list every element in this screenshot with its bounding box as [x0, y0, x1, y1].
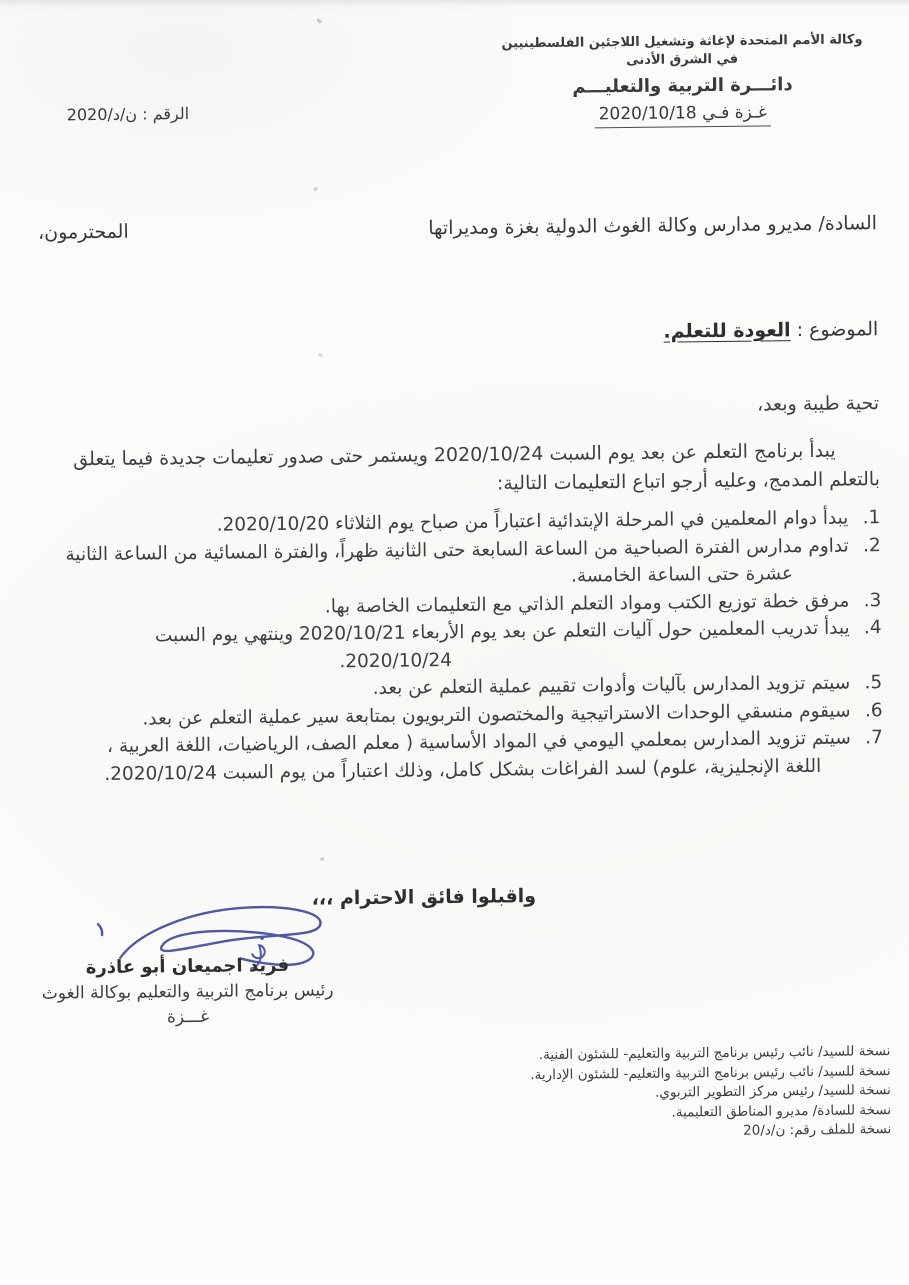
greeting-line: تحية طيبة وبعد،: [756, 392, 880, 416]
org-name-line-1: وكالة الأمم المتحدة لإغاثة وتشغيل اللاجئين الفلسطينيين: [501, 32, 863, 52]
item-line: تداوم مدارس الفترة الصباحية من الساعة السابعة حتى الثانية ظهراً، والفترة المسائية من الساعة الثانية: [65, 535, 849, 565]
item-line: مرفق خطة توزيع الكتب ومواد التعلم الذاتي مع التعليمات الخاصة بها.: [324, 590, 850, 617]
cc-line: نسخة للملف رقم: ن/د/20: [743, 1121, 892, 1139]
signer-name: فريد اجميعان أبو عاذرة: [85, 954, 290, 979]
reference-number: الرقم : ن/د/2020: [66, 103, 190, 125]
cc-line: نسخة للسادة/ مديرو المناطق التعليمية.: [671, 1101, 892, 1121]
scan-speck: [313, 187, 318, 192]
item-line: اللغة الإنجليزية، علوم) لسد الفراغات بشكل كامل، وذلك اعتباراً من يوم السبت 2020/10/24.: [104, 755, 822, 785]
list-item: [39, 614, 883, 679]
subject-value: العودة للتعلم.: [663, 319, 791, 343]
item-number: 1.: [862, 507, 881, 529]
item-number: 2.: [862, 534, 881, 556]
item-text: [39, 615, 851, 679]
item-line: يبدأ دوام المعلمين في المرحلة الإبتدائية اعتباراً من صباح يوم الثلاثاء 2020/10/20.: [216, 507, 849, 536]
cc-line: نسخة للسيد/ نائب رئيس برنامج التربية والتعليم- للشئون الفنية.: [538, 1043, 891, 1064]
closing-salutation: واقبلوا فائق الاحترام ،،،: [311, 885, 537, 910]
item-number: 7.: [865, 727, 883, 749]
department-name: دائـــرة التربية والتعليـــم: [572, 74, 793, 98]
item-number: 4.: [863, 617, 882, 639]
item-line: سيتم تزويد المدارس بمعلمي اليومي في المواد الأساسية ( معلم الصف، الرياضيات، اللغة العربية ،: [106, 727, 851, 757]
signer-place: غـــزة: [166, 1006, 210, 1028]
item-number: 6.: [864, 699, 883, 721]
subject-line: [663, 318, 878, 342]
cc-distribution-list: [420, 1042, 891, 1145]
scan-speck: [316, 18, 322, 23]
intro-paragraph: [53, 436, 880, 503]
scan-speck: [318, 353, 323, 357]
addressee-line: [38, 212, 877, 244]
intro-line-2: بالتعلم المدمج، وعليه أرجو اتباع التعليمات التالية:: [496, 468, 881, 495]
item-number: 5.: [864, 672, 883, 694]
item-line: عشرة حتى الساعة الخامسة.: [570, 563, 794, 587]
cc-line: نسخة للسيد/ رئيس مركز التطوير التربوي.: [654, 1082, 891, 1101]
scan-speck: [320, 857, 325, 861]
list-item: [38, 532, 882, 597]
item-text: [38, 532, 850, 596]
item-line: 2020/10/24.: [339, 649, 453, 672]
signer-title: رئيس برنامج التربية والتعليم بوكالة الغوث: [41, 980, 334, 1004]
addressee-main: السادة/ مديرو مدارس وكالة الغوث الدولية بغزة ومديراتها: [428, 212, 878, 240]
item-text: [40, 725, 852, 789]
instruction-list: [37, 504, 883, 789]
letterhead: [477, 31, 888, 130]
item-number: 3.: [863, 589, 882, 611]
intro-line-1: يبدأ برنامج التعلم عن بعد يوم السبت 2020/10/24 ويستمر حتى صدور تعليمات جديدة فيما يتعلق: [73, 439, 836, 471]
addressee-honorific: المحترمون،: [37, 220, 129, 244]
item-line: يبدأ تدريب المعلمين حول آليات التعلم عن بعد يوم الأربعاء 2020/10/21 وينتهي يوم السبت: [154, 617, 850, 647]
subject-label: الموضوع :: [790, 318, 879, 342]
signer-block: [30, 952, 345, 1031]
place-and-date: غـزة فـي 2020/10/18: [595, 100, 772, 128]
item-line: سيقوم منسقي الوحدات الاستراتيجية والمختصون التربويون بمتابعة سير عملية التعلم عن بعد.: [142, 700, 851, 730]
item-line: سيتم تزويد المدارس بآليات وأدوات تقييم عملية التعلم عن بعد.: [372, 672, 851, 699]
list-item: [40, 724, 884, 789]
org-name-line-2: في الشرق الأدنى: [626, 51, 739, 69]
cc-line: نسخة للسيد/ نائب رئيس برنامج التربية والتعليم- للشئون الإدارية.: [530, 1062, 891, 1083]
